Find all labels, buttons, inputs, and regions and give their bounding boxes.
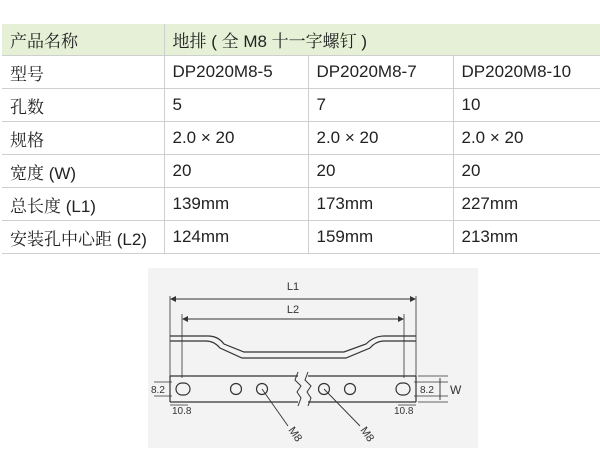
- table-row: [2, 155, 600, 188]
- table-row: [2, 221, 600, 254]
- height-right-label: 8.2: [420, 385, 434, 396]
- cell: DP2020M8-7: [308, 56, 453, 89]
- row-label: 型号: [2, 56, 164, 89]
- table-row: [2, 89, 600, 122]
- offset-left-label: 10.8: [172, 406, 192, 417]
- cell: 20: [453, 155, 600, 188]
- table-header-row: [2, 24, 600, 56]
- row-label: 总长度 (L1): [2, 188, 164, 221]
- cell: 139mm: [164, 188, 308, 221]
- table-row: [2, 56, 600, 89]
- cell: 173mm: [308, 188, 453, 221]
- cell: 2.0 × 20: [164, 122, 308, 155]
- table-row: [2, 122, 600, 155]
- row-label: 规格: [2, 122, 164, 155]
- table-row: [2, 188, 600, 221]
- cell: 20: [308, 155, 453, 188]
- l2-label: L2: [286, 304, 300, 316]
- cell: 5: [164, 89, 308, 122]
- cell: 20: [164, 155, 308, 188]
- cell: 124mm: [164, 221, 308, 254]
- header-value: 地排 ( 全 M8 十一字螺钉 ): [164, 24, 600, 56]
- height-left-label: 8.2: [151, 385, 165, 396]
- cell: DP2020M8-5: [164, 56, 308, 89]
- screw-label-left: M8: [285, 424, 305, 445]
- cell: DP2020M8-10: [453, 56, 600, 89]
- offset-right-label: 10.8: [394, 406, 414, 417]
- row-label: 宽度 (W): [2, 155, 164, 188]
- width-label: W: [450, 383, 462, 397]
- ground-bar-drawing: [148, 268, 478, 448]
- cell: 213mm: [453, 221, 600, 254]
- row-label: 孔数: [2, 89, 164, 122]
- row-label: 安装孔中心距 (L2): [2, 221, 164, 254]
- cell: 2.0 × 20: [308, 122, 453, 155]
- cell: 159mm: [308, 221, 453, 254]
- screw-label-right: M8: [357, 424, 377, 445]
- header-label: 产品名称: [2, 24, 164, 56]
- l1-label: L1: [286, 281, 300, 293]
- cell: 10: [453, 89, 600, 122]
- cell: 2.0 × 20: [453, 122, 600, 155]
- cell: 227mm: [453, 188, 600, 221]
- cell: 7: [308, 89, 453, 122]
- spec-table: [2, 24, 600, 254]
